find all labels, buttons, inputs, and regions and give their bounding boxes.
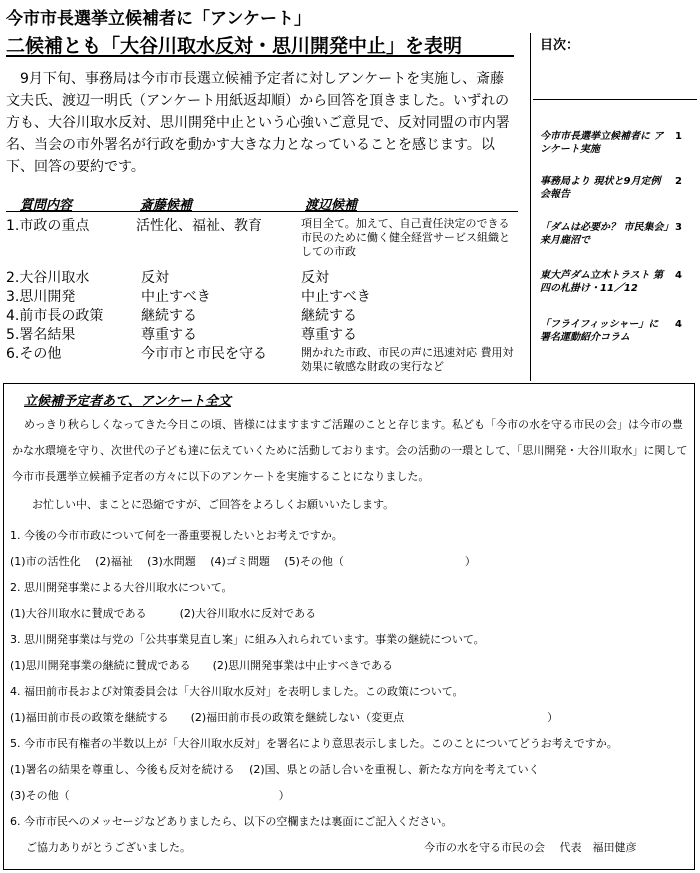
toc-item-label: 今市市長選挙立候補者に アンケート実施	[540, 131, 664, 155]
intro-text: 9月下旬、事務局は今市市長選立候補予定者に対しアンケートを実施し、斎藤文夫氏、渡辺一明氏（アンケート用紙返却順）から回答を頂きました。いずれの方も、大谷川取水反対、思川開発中止という心強いご意見で、反対同盟の市内署名、当会の市外署名が行政を動かす大きな力となっていることを感じます。以下、回答の要約です。	[6, 71, 510, 175]
toc-item-page: 1	[675, 131, 682, 142]
row-question: 4.前市長の政策	[6, 308, 104, 324]
survey-line: (1)思川開発事業の継続に賛成である (2)思川開発事業は中止すべきである	[10, 659, 393, 672]
row-watanabe: 反対	[301, 270, 329, 286]
toc-rule	[533, 99, 697, 100]
survey-line: 4. 福田前市長および対策委員会は「大谷川取水反対」を表明しました。この政策について。	[10, 685, 464, 698]
survey-line: (1)大谷川取水に賛成である (2)大谷川取水に反対である	[10, 607, 317, 620]
row-saito: 活性化、福祉、教育	[136, 218, 262, 234]
col-header-question: 質問内容	[20, 198, 73, 213]
row-watanabe: 項目全て。加えて、自己責任決定のできる市民のために働く健全経営サービス組織としての市政	[301, 217, 510, 258]
toc-item-1[interactable]	[540, 130, 690, 156]
survey-line: 6. 今市市民へのメッセージなどありましたら、以下の空欄または裏面にご記入ください。	[10, 815, 453, 828]
table-header-rule	[6, 211, 518, 212]
survey-closing: ご協力ありがとうございました。	[26, 841, 191, 854]
toc-item-page: 4	[675, 319, 682, 330]
headline-1: 今市市長選挙立候補者に「アンケート」	[6, 9, 311, 29]
intro-paragraph	[6, 68, 518, 178]
toc-item-4[interactable]	[540, 269, 690, 295]
toc-item-2[interactable]	[540, 175, 690, 201]
survey-line: (1)署名の結果を尊重し、今後も反対を続ける (2)国、県との話し合いを重視し、新たな方向を考えていく	[10, 763, 540, 776]
survey-title: 立候補予定者あて、アンケート全文	[24, 394, 231, 409]
survey-intro: めっきり秋らしくなってきた今日この頃、皆様にはますますご活躍のことと存じます。私ども「今市の水を守る市民の会」は今市の豊かな水環境を守り、次世代の子ども達に伝えていくために活動しております。会の活動の一環として、「思川開発・大谷川取水」に関して今市市長選挙立候補予定者の方々に以下のアンケートを実施することになりました。	[12, 418, 688, 483]
headline-2: 二候補とも「大谷川取水反対・思川開発中止」を表明	[6, 35, 463, 57]
toc-item-label: 東大芦ダム立木トラスト 第四の札掛け・11／12	[540, 270, 664, 294]
toc-item-page: 2	[675, 176, 682, 187]
row-question: 5.署名結果	[6, 327, 76, 343]
row-question: 3.思川開発	[6, 289, 76, 305]
toc-item-page: 3	[675, 222, 682, 233]
row-question: 2.大谷川取水	[6, 270, 90, 286]
col-header-saito: 斎藤候補	[140, 198, 193, 213]
row-question: 1.市政の重点	[6, 218, 90, 234]
row-saito: 中止すべき	[141, 289, 211, 305]
toc-title: 目次：	[540, 38, 580, 53]
row-saito: 継続する	[141, 308, 197, 324]
row-saito: 今市市と市民を守る	[141, 346, 267, 362]
survey-line: 3. 思川開発事業は与党の「公共事業見直し案」に組み入れられています。事業の継続について。	[10, 633, 485, 646]
survey-line: (3)その他（ ）	[10, 789, 290, 802]
survey-line: (1)福田前市長の政策を継続する (2)福田前市長の政策を継続しない（変更点 ）	[10, 711, 559, 724]
row-saito: 尊重する	[141, 327, 197, 343]
toc-item-label: 事務局より 現状と9月定例会報告	[540, 176, 661, 200]
survey-box	[3, 383, 695, 870]
row-question: 6.その他	[6, 346, 62, 362]
survey-signature: 今市の水を守る市民の会 代表 福田健彦	[424, 841, 637, 854]
toc-item-label: 「ダムは必要か？ 市民集会」来月鹿沼で	[540, 222, 669, 246]
survey-request: お忙しい中、まことに恐縮ですが、ご回答をよろしくお願いいたします。	[32, 498, 395, 511]
survey-line: (1)市の活性化 (2)福祉 (3)水問題 (4)ゴミ問題 (5)その他（ ）	[10, 555, 476, 568]
row-watanabe: 尊重する	[301, 327, 357, 343]
col-header-watanabe: 渡辺候補	[305, 198, 358, 213]
column-divider	[530, 33, 531, 381]
survey-line: 2. 思川開発事業による大谷川取水について。	[10, 581, 233, 594]
toc-item-page: 4	[675, 270, 682, 281]
toc-item-3[interactable]	[540, 221, 690, 247]
row-watanabe: 継続する	[301, 308, 357, 324]
row-watanabe: 中止すべき	[301, 289, 371, 305]
headline-underline	[6, 55, 514, 57]
survey-line: 1. 今後の今市市政について何を一番重要視したいとお考えですか。	[10, 529, 343, 542]
row-saito: 反対	[141, 270, 169, 286]
survey-line: 5. 今市市民有権者の半数以上が「大谷川取水反対」を署名により意思表示しました。このことについてどうお考えですか。	[10, 737, 618, 750]
toc-item-5[interactable]	[540, 318, 690, 344]
row-watanabe: 開かれた市政、市民の声に迅速対応 費用対効果に敏感な財政の実行など	[301, 346, 514, 373]
toc-item-label: 「フライフィッシャー」に 署名運動紹介コラム	[540, 319, 659, 343]
